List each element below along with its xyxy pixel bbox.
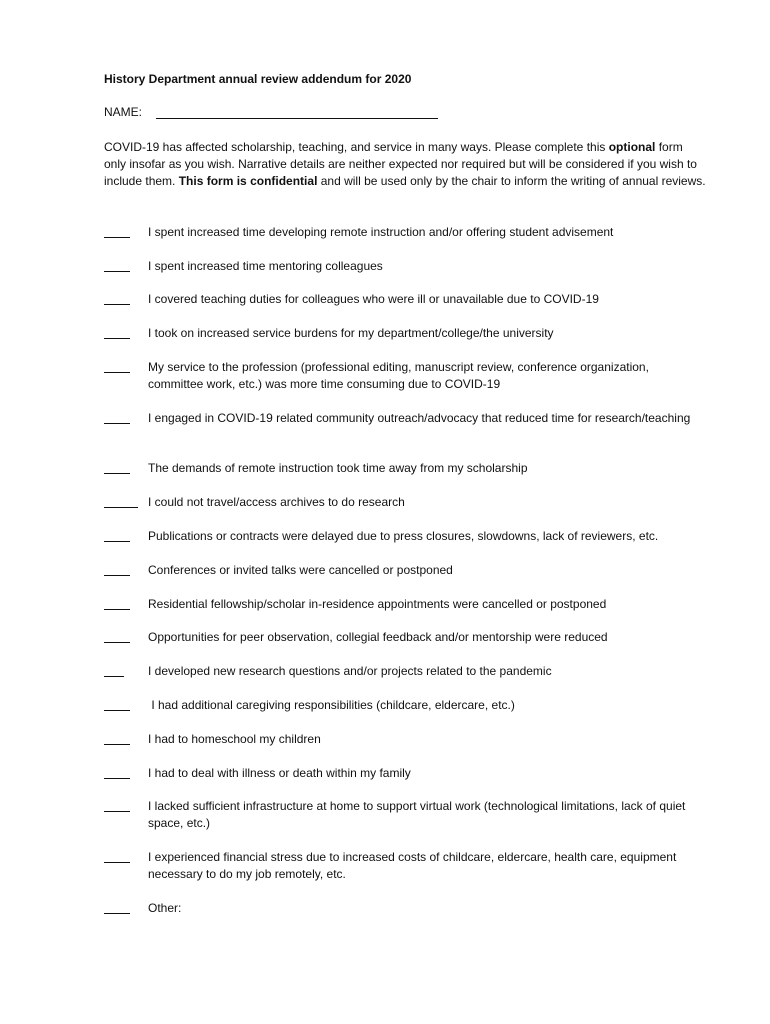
checklist-item-text: I spent increased time mentoring colleagues [148, 259, 383, 273]
checklist-item-text: Other: [148, 901, 182, 915]
name-label: NAME: [104, 105, 143, 119]
checklist-item [104, 849, 703, 883]
checklist-item [104, 663, 703, 680]
check-blank[interactable] [104, 663, 124, 677]
check-blank[interactable] [104, 410, 130, 424]
checklist-item-text: I could not travel/access archives to do research [148, 495, 405, 509]
intro-bold-confidential: This form is confidential [178, 174, 318, 188]
check-blank[interactable] [104, 849, 130, 863]
checklist-item [104, 629, 703, 646]
checklist-item [104, 291, 703, 308]
checklist-item [104, 697, 703, 714]
intro-text-2: form only insofar as you wish. Narrative details are neither expected nor required but will be considered if you wish to include them. [104, 140, 697, 188]
checklist-item [104, 460, 703, 477]
checklist-item [104, 325, 703, 342]
intro-bold-optional: optional [608, 140, 656, 154]
checklist-item-text: I spent increased time developing remote instruction and/or offering student advisement [148, 225, 614, 239]
checklist-item [104, 258, 703, 275]
check-blank[interactable] [104, 731, 130, 745]
checklist-item-text: Residential fellowship/scholar in-residence appointments were cancelled or postponed [148, 597, 607, 611]
checklist-item-text: I had to deal with illness or death within my family [148, 766, 411, 780]
check-blank[interactable] [104, 291, 130, 305]
checklist-item-text: I developed new research questions and/or projects related to the pandemic [148, 664, 552, 678]
document-title: History Department annual review addendum for 2020 [104, 72, 412, 86]
checklist-item [104, 562, 703, 579]
check-blank[interactable] [104, 359, 130, 373]
check-blank[interactable] [104, 798, 130, 812]
checklist-item [104, 494, 703, 511]
check-blank[interactable] [104, 765, 130, 779]
checklist-item [104, 731, 703, 748]
check-blank[interactable] [104, 460, 130, 474]
check-blank[interactable] [104, 900, 130, 914]
checklist-item-text: My service to the profession (professional editing, manuscript review, conference organization, committee work, etc.) was more time consuming due to COVID-19 [148, 360, 649, 391]
check-blank[interactable] [104, 325, 130, 339]
name-blank-line[interactable] [156, 105, 438, 119]
checklist-item-text: Publications or contracts were delayed due to press closures, slowdowns, lack of reviewers, etc. [148, 529, 659, 543]
checklist-item [104, 410, 703, 427]
checklist-item [104, 596, 703, 613]
check-blank[interactable] [104, 629, 130, 643]
checklist-item [104, 798, 703, 832]
checklist-item [104, 528, 703, 545]
check-blank[interactable] [104, 596, 130, 610]
checklist-item-text: Opportunities for peer observation, collegial feedback and/or mentorship were reduced [148, 630, 608, 644]
checklist-item [104, 224, 703, 241]
check-blank[interactable] [104, 528, 130, 542]
checklist-item-text: The demands of remote instruction took time away from my scholarship [148, 461, 528, 475]
check-blank[interactable] [104, 562, 130, 576]
check-blank[interactable] [104, 258, 130, 272]
checklist-item-text: I experienced financial stress due to increased costs of childcare, eldercare, health care, equipment necessary to do my job remotely, etc. [148, 850, 677, 881]
check-blank[interactable] [104, 224, 130, 238]
checklist-item-text: I lacked sufficient infrastructure at home to support virtual work (technological limitations, lack of quiet space, etc.) [148, 799, 686, 830]
checklist-item [104, 765, 703, 782]
checklist-item [104, 359, 703, 393]
intro-paragraph [104, 139, 708, 190]
check-blank[interactable] [104, 494, 138, 508]
checklist-item-text: I engaged in COVID-19 related community outreach/advocacy that reduced time for research/teaching [148, 411, 691, 425]
name-row [104, 105, 438, 119]
checklist-item-text: Conferences or invited talks were cancelled or postponed [148, 563, 453, 577]
check-blank[interactable] [104, 697, 130, 711]
intro-text-3: and will be used only by the chair to inform the writing of annual reviews. [317, 174, 706, 188]
checklist-item-text: I took on increased service burdens for my department/college/the university [148, 326, 554, 340]
checklist-item-text: I covered teaching duties for colleagues who were ill or unavailable due to COVID-19 [148, 292, 599, 306]
checklist-item-text: I had additional caregiving responsibilities (childcare, eldercare, etc.) [148, 698, 515, 712]
checklist-item-text: I had to homeschool my children [148, 732, 321, 746]
checklist-item [104, 900, 703, 917]
intro-text-1: COVID-19 has affected scholarship, teaching, and service in many ways. Please complete this [104, 140, 609, 154]
